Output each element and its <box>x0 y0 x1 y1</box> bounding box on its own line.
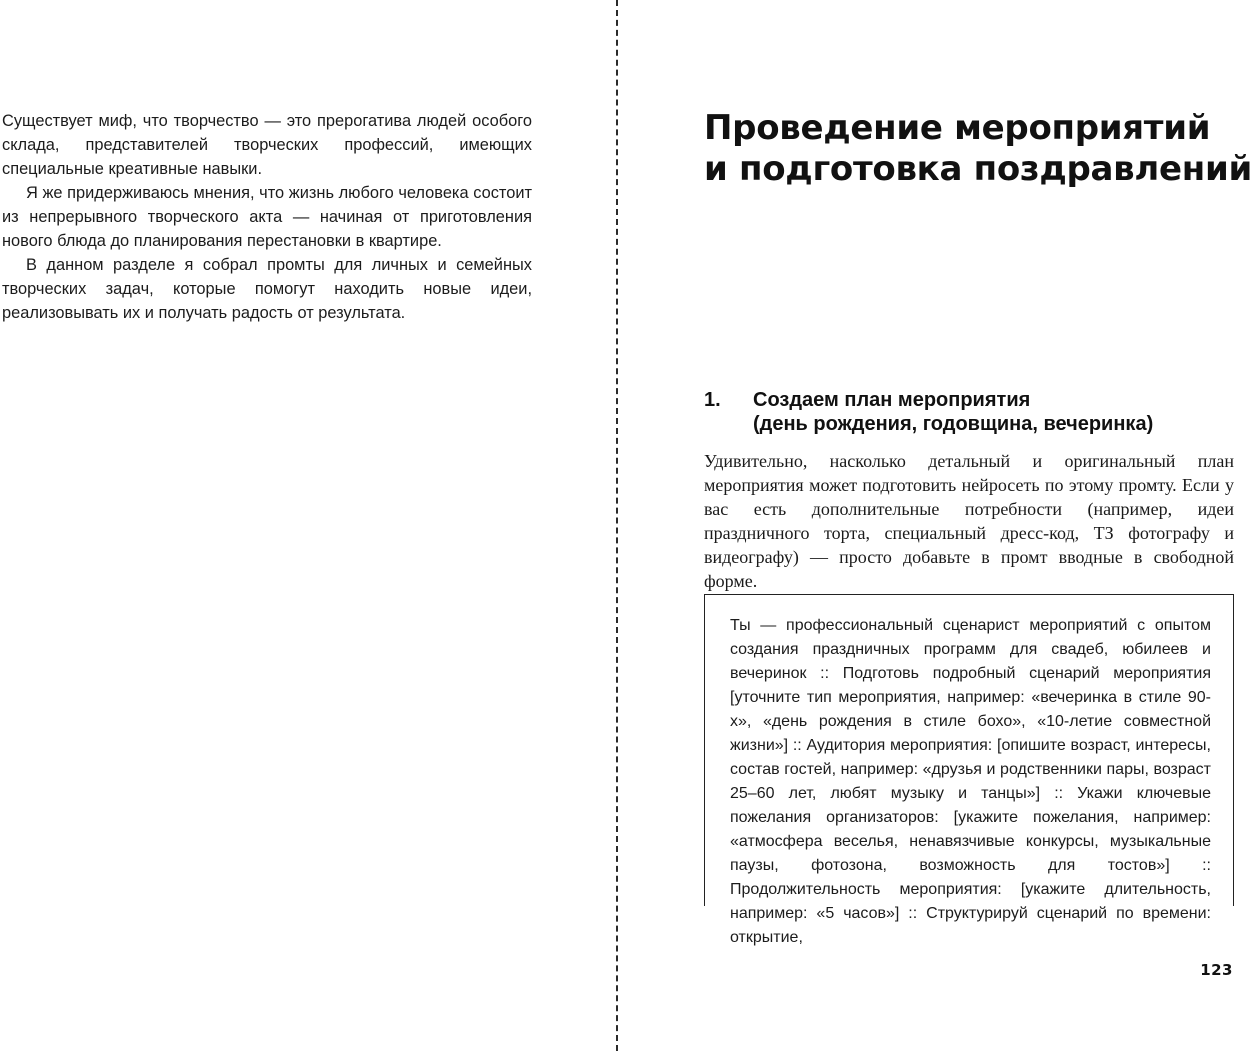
intro-paragraph: Удивительно, насколько детальный и оригинальный план мероприятия может подготовить нейросеть по этому промту. Если у вас есть дополнительные потребности (например, идеи праздничного торта, специальный дресс-код, ТЗ фотографу и видеографу) — просто добавьте в промт вводные в свободной форме. <box>704 451 1234 591</box>
left-page <box>2 109 532 325</box>
subsection-title-line-1: Создаем план мероприятия <box>753 389 1031 411</box>
subsection-title-line-2: (день рождения, годовщина, вечеринка) <box>753 413 1154 435</box>
subsection-title <box>753 388 1236 436</box>
prompt-text: Ты — профессиональный сценарист мероприятий с опытом создания праздничных программ для свадеб, юбилеев и вечеринок :: Подготовь подробный сценарий мероприятия [уточните тип мероприятия, например: «вечеринка в стиле 90-х», «день рождения в стиле бохо», «10-летие совместной жизни»] :: Аудитория мероприятия: [опишите возраст, интересы, состав гостей, например: «друзья и родственники пары, возраст 25–60 лет, любят музыку и танцы»] :: Укажи ключевые пожелания организаторов: [укажите пожелания, например: «атмосфера веселья, ненавязчивые конкурсы, музыкальные паузы, фотозона, возможность для тостов»] :: Продолжительность мероприятия: [укажите длительность, например: «5 часов»] :: Структурируй сценарий по времени: открытие, <box>730 617 1211 946</box>
left-paragraph-3: В данном разделе я собрал промты для личных и семейных творческих задач, которые помогут находить новые идеи, реализовывать их и получать радость от результата. <box>2 256 532 322</box>
prompt-box <box>704 594 1234 946</box>
left-paragraph-2: Я же придерживаюсь мнения, что жизнь любого человека состоит из непрерывного творческого акта — начиная от приготовления нового блюда до планирования перестановки в квартире. <box>2 184 532 250</box>
subsection-heading <box>704 388 1236 436</box>
left-paragraph-1: Существует миф, что творчество — это прерогатива людей особого склада, представителей творческих профессий, имеющих специальные креативные навыки. <box>2 112 532 178</box>
section-title-line-2: и подготовка поздравлений <box>704 149 1252 189</box>
section-title <box>704 108 1252 190</box>
subsection-number: 1. <box>704 389 721 411</box>
page-number: 123 <box>1200 961 1233 979</box>
page-fold-divider <box>616 0 618 1051</box>
section-title-line-1: Проведение мероприятий <box>704 108 1211 148</box>
